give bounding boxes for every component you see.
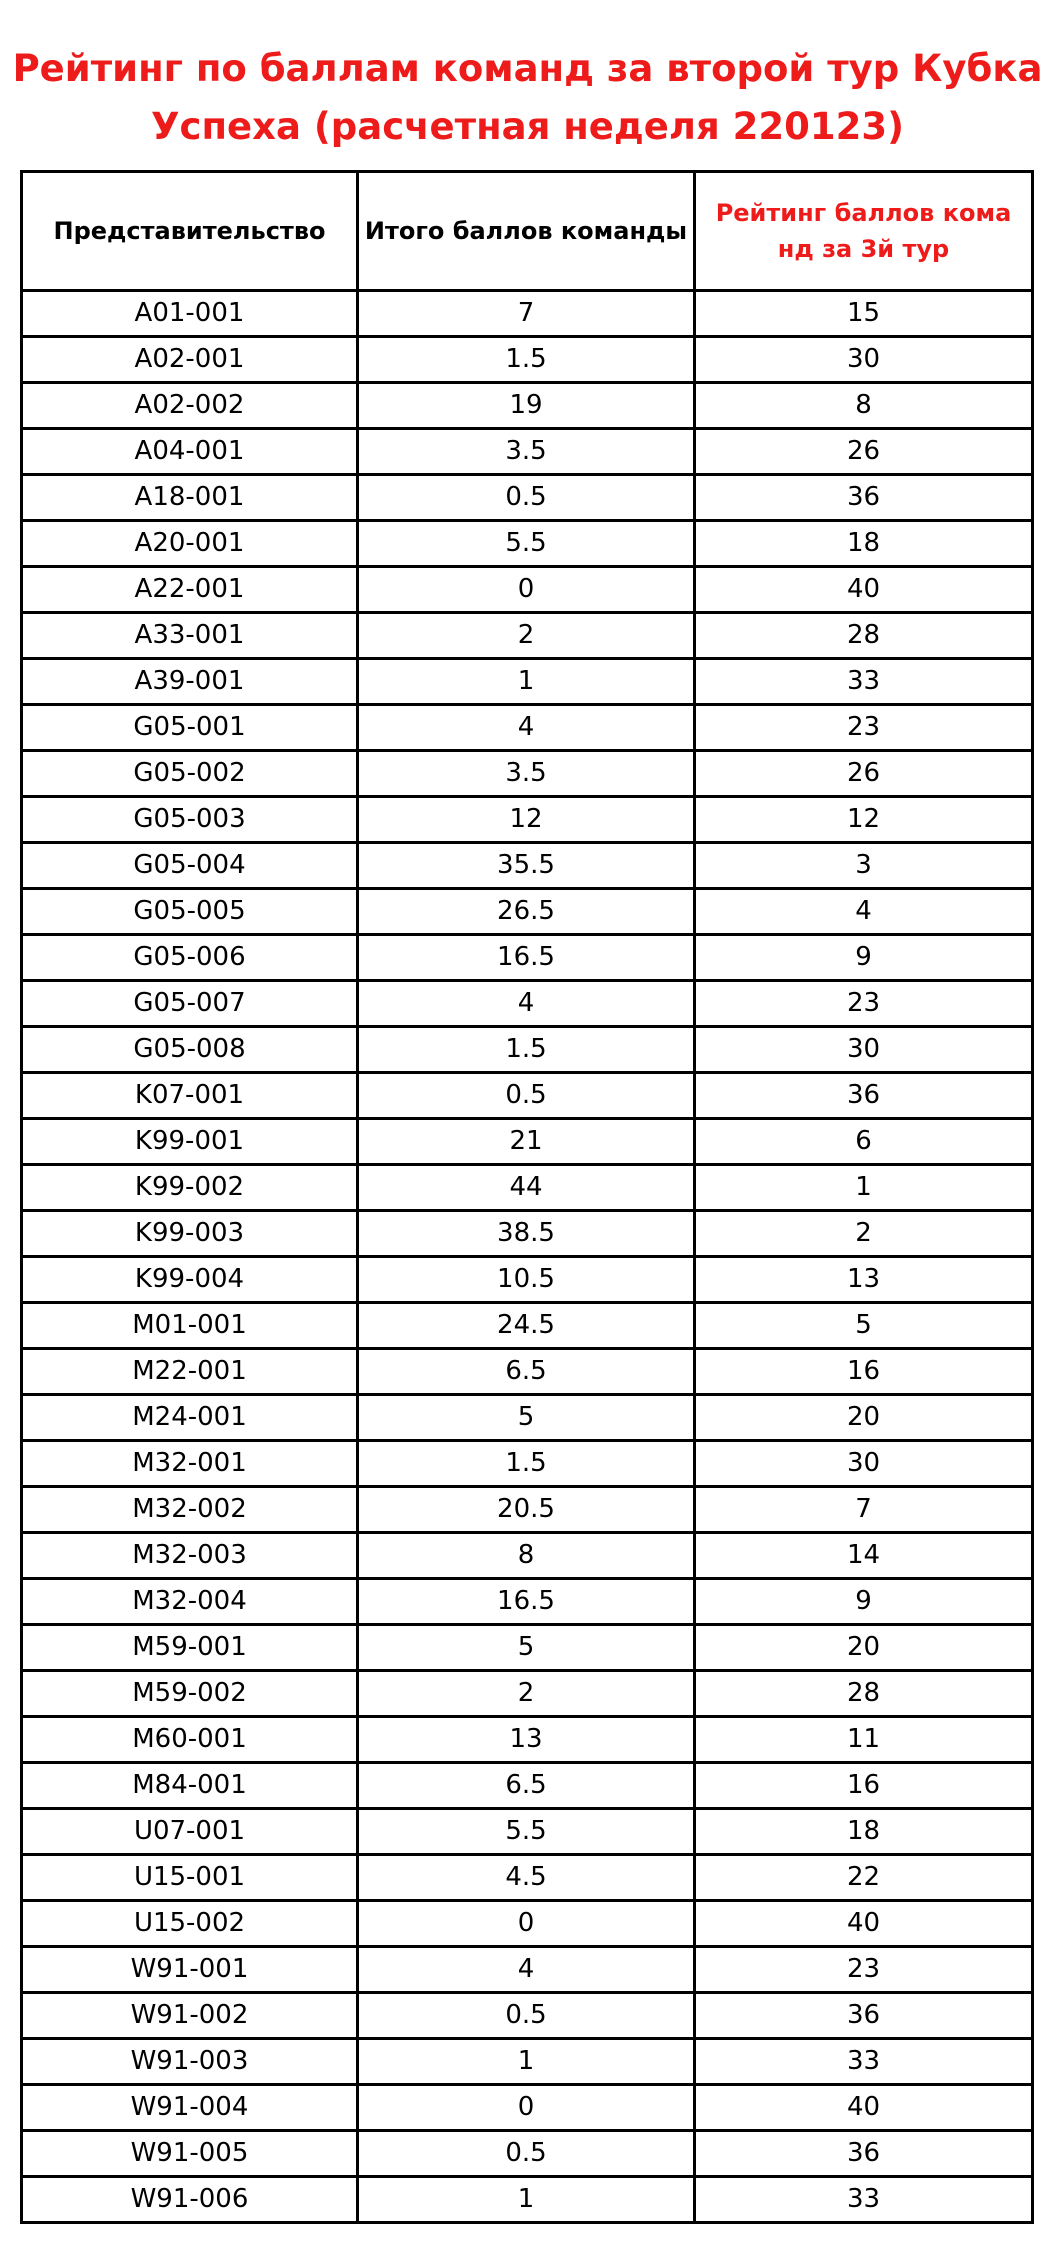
cell-total: 1 xyxy=(358,2039,695,2085)
cell-total: 0 xyxy=(358,1901,695,1947)
cell-total: 0 xyxy=(358,2085,695,2131)
table-row xyxy=(22,1993,1033,2039)
cell-rank: 4 xyxy=(695,889,1033,935)
cell-rank: 33 xyxy=(695,2039,1033,2085)
cell-rank: 26 xyxy=(695,429,1033,475)
table-row xyxy=(22,337,1033,383)
cell-office: M59-002 xyxy=(22,1671,358,1717)
cell-office: W91-004 xyxy=(22,2085,358,2131)
cell-total: 1 xyxy=(358,2177,695,2223)
table-row xyxy=(22,2177,1033,2223)
cell-rank: 33 xyxy=(695,659,1033,705)
table-row xyxy=(22,659,1033,705)
table-row xyxy=(22,1809,1033,1855)
cell-rank: 28 xyxy=(695,613,1033,659)
cell-rank: 23 xyxy=(695,705,1033,751)
cell-rank: 36 xyxy=(695,1073,1033,1119)
table-row xyxy=(22,1027,1033,1073)
cell-rank: 36 xyxy=(695,1993,1033,2039)
cell-rank: 1 xyxy=(695,1165,1033,1211)
cell-rank: 5 xyxy=(695,1303,1033,1349)
cell-office: M59-001 xyxy=(22,1625,358,1671)
table-row xyxy=(22,1671,1033,1717)
table-row xyxy=(22,383,1033,429)
cell-office: M32-002 xyxy=(22,1487,358,1533)
table-row xyxy=(22,1625,1033,1671)
table-row xyxy=(22,751,1033,797)
cell-rank: 18 xyxy=(695,521,1033,567)
cell-office: W91-006 xyxy=(22,2177,358,2223)
cell-office: A39-001 xyxy=(22,659,358,705)
cell-total: 3.5 xyxy=(358,429,695,475)
cell-total: 1.5 xyxy=(358,337,695,383)
cell-office: G05-008 xyxy=(22,1027,358,1073)
cell-total: 3.5 xyxy=(358,751,695,797)
cell-total: 0.5 xyxy=(358,475,695,521)
table-row xyxy=(22,843,1033,889)
cell-rank: 40 xyxy=(695,2085,1033,2131)
table-row xyxy=(22,1165,1033,1211)
cell-office: A18-001 xyxy=(22,475,358,521)
cell-total: 8 xyxy=(358,1533,695,1579)
cell-total: 6.5 xyxy=(358,1763,695,1809)
cell-office: M22-001 xyxy=(22,1349,358,1395)
cell-total: 13 xyxy=(358,1717,695,1763)
table-row xyxy=(22,1073,1033,1119)
table-row xyxy=(22,1119,1033,1165)
cell-rank: 30 xyxy=(695,1027,1033,1073)
cell-office: U07-001 xyxy=(22,1809,358,1855)
cell-office: M60-001 xyxy=(22,1717,358,1763)
cell-office: A20-001 xyxy=(22,521,358,567)
cell-rank: 15 xyxy=(695,291,1033,337)
cell-office: A02-001 xyxy=(22,337,358,383)
table-row xyxy=(22,429,1033,475)
cell-rank: 40 xyxy=(695,1901,1033,1947)
cell-office: A33-001 xyxy=(22,613,358,659)
cell-office: K99-004 xyxy=(22,1257,358,1303)
table-header xyxy=(22,172,1033,291)
table-row xyxy=(22,475,1033,521)
cell-total: 4.5 xyxy=(358,1855,695,1901)
table-row xyxy=(22,613,1033,659)
cell-total: 21 xyxy=(358,1119,695,1165)
table-row xyxy=(22,2039,1033,2085)
cell-rank: 11 xyxy=(695,1717,1033,1763)
cell-office: A01-001 xyxy=(22,291,358,337)
page-title-line-2: Успеха (расчетная неделя 220123) xyxy=(151,105,904,148)
cell-total: 35.5 xyxy=(358,843,695,889)
table-row xyxy=(22,521,1033,567)
cell-rank: 20 xyxy=(695,1395,1033,1441)
cell-total: 20.5 xyxy=(358,1487,695,1533)
cell-total: 1.5 xyxy=(358,1441,695,1487)
table-row xyxy=(22,291,1033,337)
table-row xyxy=(22,1303,1033,1349)
table-row xyxy=(22,705,1033,751)
cell-total: 6.5 xyxy=(358,1349,695,1395)
cell-rank: 30 xyxy=(695,1441,1033,1487)
table-row xyxy=(22,2085,1033,2131)
cell-total: 2 xyxy=(358,1671,695,1717)
rating-table xyxy=(20,170,1034,2224)
table-row xyxy=(22,889,1033,935)
cell-total: 0.5 xyxy=(358,2131,695,2177)
cell-office: G05-005 xyxy=(22,889,358,935)
cell-office: U15-001 xyxy=(22,1855,358,1901)
table-row xyxy=(22,1947,1033,1993)
cell-office: K99-001 xyxy=(22,1119,358,1165)
cell-total: 0.5 xyxy=(358,1073,695,1119)
cell-total: 38.5 xyxy=(358,1211,695,1257)
cell-office: A02-002 xyxy=(22,383,358,429)
cell-total: 10.5 xyxy=(358,1257,695,1303)
cell-office: M01-001 xyxy=(22,1303,358,1349)
page-title xyxy=(0,40,1055,156)
table-row xyxy=(22,1855,1033,1901)
cell-rank: 16 xyxy=(695,1763,1033,1809)
table-row xyxy=(22,1257,1033,1303)
cell-total: 26.5 xyxy=(358,889,695,935)
cell-total: 0 xyxy=(358,567,695,613)
cell-office: W91-001 xyxy=(22,1947,358,1993)
table-row xyxy=(22,797,1033,843)
cell-rank: 12 xyxy=(695,797,1033,843)
column-header-rank-line-2: нд за 3й тур xyxy=(777,235,950,263)
page-title-line-1: Рейтинг по баллам команд за второй тур Кубка xyxy=(12,47,1043,90)
cell-office: A04-001 xyxy=(22,429,358,475)
table-row xyxy=(22,1901,1033,1947)
cell-office: G05-004 xyxy=(22,843,358,889)
cell-office: G05-003 xyxy=(22,797,358,843)
cell-total: 1.5 xyxy=(358,1027,695,1073)
cell-rank: 36 xyxy=(695,475,1033,521)
cell-rank: 16 xyxy=(695,1349,1033,1395)
cell-office: M32-004 xyxy=(22,1579,358,1625)
table-body xyxy=(22,291,1033,2223)
cell-total: 5 xyxy=(358,1625,695,1671)
table-row xyxy=(22,567,1033,613)
cell-total: 4 xyxy=(358,1947,695,1993)
cell-total: 19 xyxy=(358,383,695,429)
cell-rank: 13 xyxy=(695,1257,1033,1303)
cell-rank: 33 xyxy=(695,2177,1033,2223)
cell-rank: 20 xyxy=(695,1625,1033,1671)
cell-total: 5.5 xyxy=(358,521,695,567)
table-row xyxy=(22,1579,1033,1625)
cell-total: 1 xyxy=(358,659,695,705)
table-row xyxy=(22,1349,1033,1395)
cell-rank: 30 xyxy=(695,337,1033,383)
cell-rank: 26 xyxy=(695,751,1033,797)
cell-rank: 3 xyxy=(695,843,1033,889)
cell-office: A22-001 xyxy=(22,567,358,613)
cell-total: 12 xyxy=(358,797,695,843)
cell-rank: 40 xyxy=(695,567,1033,613)
cell-office: M32-003 xyxy=(22,1533,358,1579)
cell-rank: 23 xyxy=(695,981,1033,1027)
cell-office: U15-002 xyxy=(22,1901,358,1947)
cell-total: 0.5 xyxy=(358,1993,695,2039)
table-row xyxy=(22,935,1033,981)
table-row xyxy=(22,1211,1033,1257)
cell-rank: 8 xyxy=(695,383,1033,429)
cell-office: M24-001 xyxy=(22,1395,358,1441)
table-row xyxy=(22,1487,1033,1533)
column-header-rank xyxy=(695,172,1033,291)
cell-total: 5 xyxy=(358,1395,695,1441)
cell-total: 16.5 xyxy=(358,1579,695,1625)
cell-office: K99-002 xyxy=(22,1165,358,1211)
cell-total: 2 xyxy=(358,613,695,659)
cell-total: 4 xyxy=(358,705,695,751)
cell-rank: 28 xyxy=(695,1671,1033,1717)
cell-office: M84-001 xyxy=(22,1763,358,1809)
column-header-office: Представительство xyxy=(22,172,358,291)
cell-total: 24.5 xyxy=(358,1303,695,1349)
cell-office: W91-005 xyxy=(22,2131,358,2177)
table-row xyxy=(22,1441,1033,1487)
cell-office: K07-001 xyxy=(22,1073,358,1119)
table-row xyxy=(22,981,1033,1027)
header-row xyxy=(22,172,1033,291)
cell-rank: 14 xyxy=(695,1533,1033,1579)
table-row xyxy=(22,1395,1033,1441)
cell-rank: 7 xyxy=(695,1487,1033,1533)
cell-rank: 36 xyxy=(695,2131,1033,2177)
cell-rank: 9 xyxy=(695,935,1033,981)
table-row xyxy=(22,1533,1033,1579)
cell-rank: 23 xyxy=(695,1947,1033,1993)
cell-office: G05-006 xyxy=(22,935,358,981)
cell-rank: 22 xyxy=(695,1855,1033,1901)
cell-office: G05-007 xyxy=(22,981,358,1027)
cell-office: M32-001 xyxy=(22,1441,358,1487)
cell-rank: 6 xyxy=(695,1119,1033,1165)
cell-rank: 18 xyxy=(695,1809,1033,1855)
cell-rank: 2 xyxy=(695,1211,1033,1257)
cell-rank: 9 xyxy=(695,1579,1033,1625)
cell-total: 5.5 xyxy=(358,1809,695,1855)
cell-office: W91-003 xyxy=(22,2039,358,2085)
cell-office: W91-002 xyxy=(22,1993,358,2039)
cell-office: G05-002 xyxy=(22,751,358,797)
cell-office: G05-001 xyxy=(22,705,358,751)
cell-total: 4 xyxy=(358,981,695,1027)
cell-office: K99-003 xyxy=(22,1211,358,1257)
column-header-total: Итого баллов команды xyxy=(358,172,695,291)
table-row xyxy=(22,1763,1033,1809)
cell-total: 7 xyxy=(358,291,695,337)
table-row xyxy=(22,2131,1033,2177)
cell-total: 44 xyxy=(358,1165,695,1211)
column-header-rank-line-1: Рейтинг баллов кома xyxy=(715,199,1012,227)
table-row xyxy=(22,1717,1033,1763)
cell-total: 16.5 xyxy=(358,935,695,981)
